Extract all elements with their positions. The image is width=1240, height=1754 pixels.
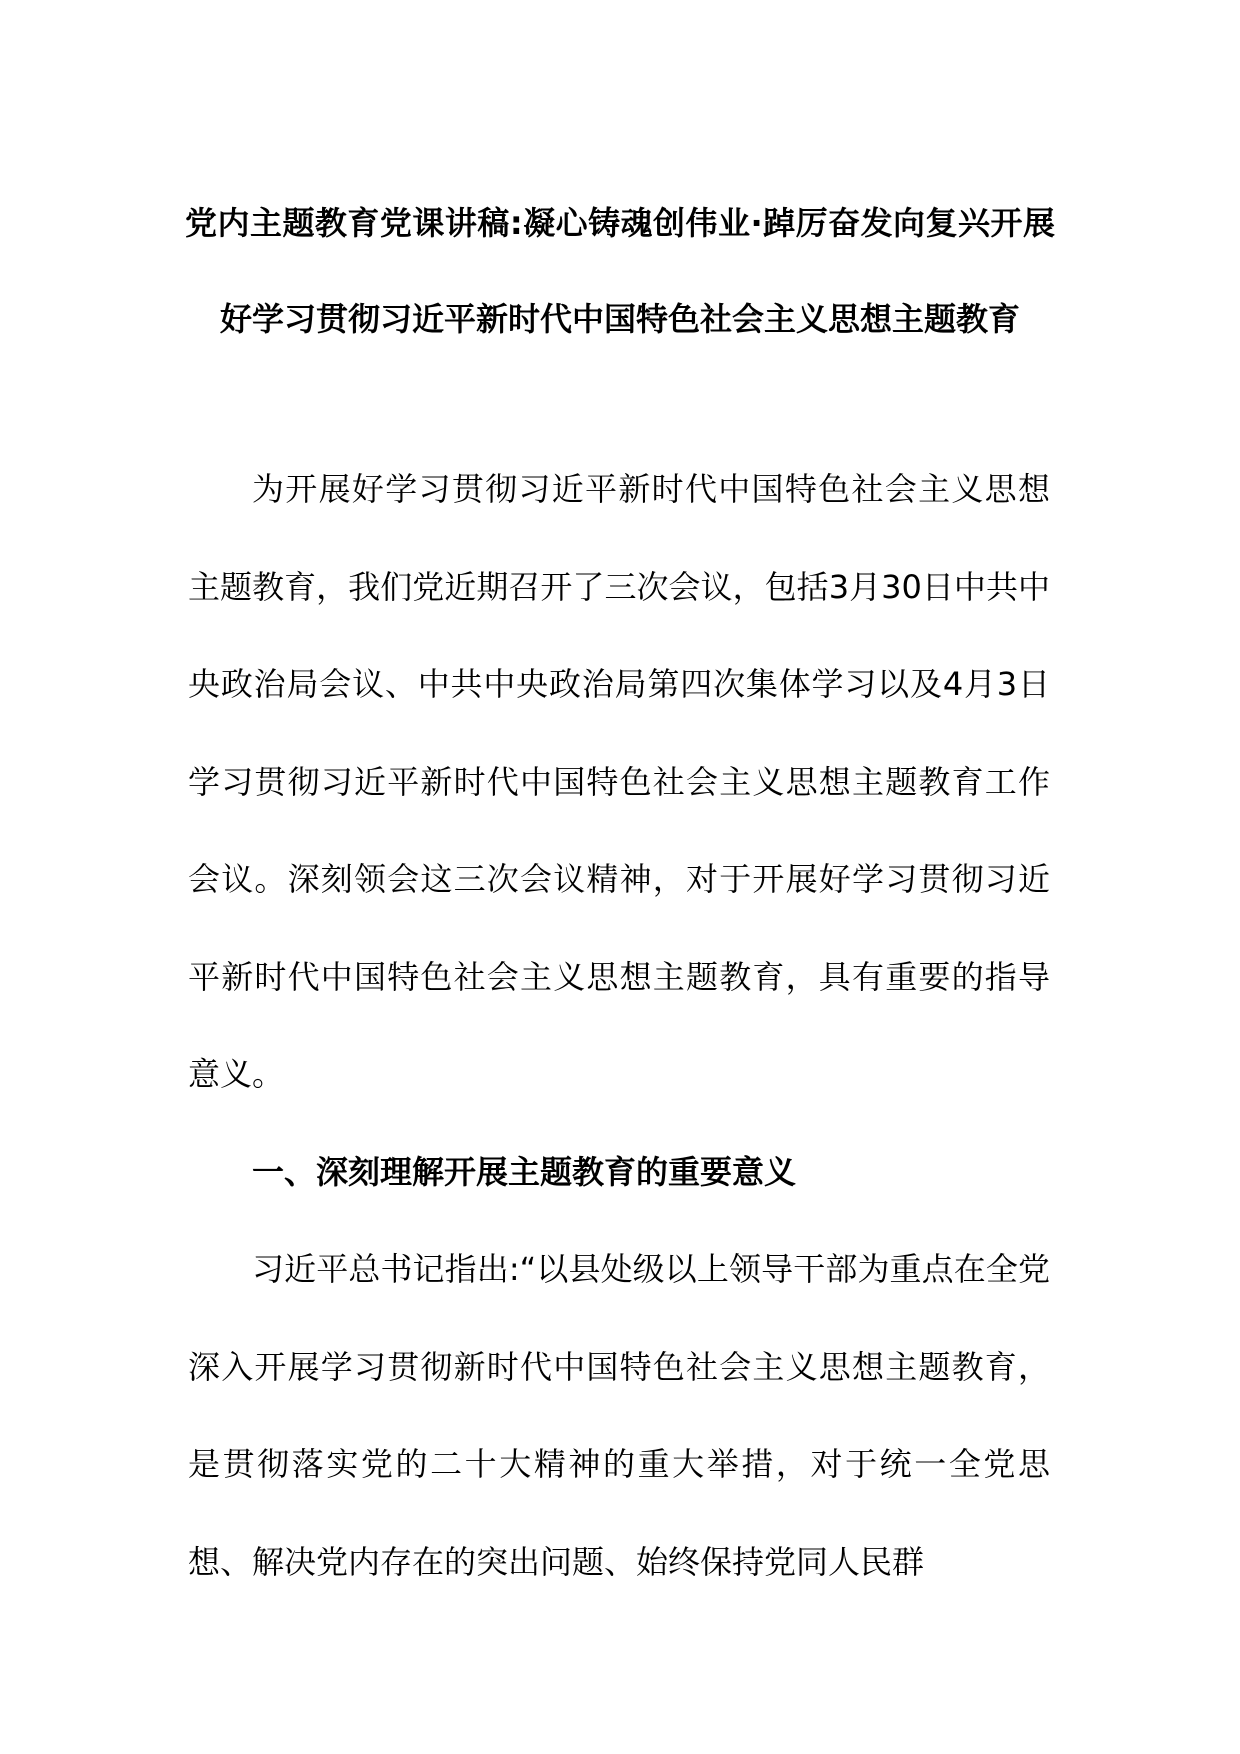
body-paragraph: 为开展好学习贯彻习近平新时代中国特色社会主义思想主题教育，我们党近期召开了三次会议，包括3月30日中共中央政治局会议、中共中央政治局第四次集体学习以及4月3日学习贯彻习近平新时代中国特色社会主义思想主题教育工作会议。深刻领会这三次会议精神，对于开展好学习贯彻习近平新时代中国特色社会主义思想主题教育，具有重要的指导意义。 [188, 470, 1050, 1093]
body-paragraph: 习近平总书记指出:“以县处级以上领导干部为重点在全党深入开展学习贯彻新时代中国特色社会主义思想主题教育，是贯彻落实党的二十大精神的重大举措，对于统一全党思想、解决党内存在的突出问题、始终保持党同人民群 [188, 1250, 1050, 1581]
document-title: 党内主题教育党课讲稿:凝心铸魂创伟业·踔厉奋发向复兴开展好学习贯彻习近平新时代中国特色社会主义思想主题教育 [185, 204, 1055, 338]
section-heading: 一、深刻理解开展主题教育的重要意义 [252, 1153, 797, 1191]
